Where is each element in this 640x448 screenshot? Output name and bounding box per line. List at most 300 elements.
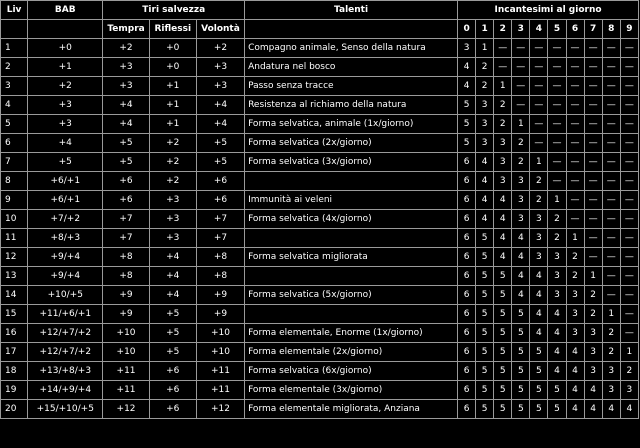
- ref-cell: +1: [149, 96, 196, 115]
- spell-slot-cell: 5: [530, 362, 548, 381]
- spell-slot-cell: —: [530, 134, 548, 153]
- spell-slot-cell: 4: [548, 305, 566, 324]
- fort-cell: +8: [103, 267, 149, 286]
- spell-slot-cell: 6: [458, 172, 476, 191]
- spell-slot-cell: 4: [494, 229, 512, 248]
- feat-cell: Forma selvatica (6x/giorno): [245, 362, 458, 381]
- level-cell: 3: [1, 77, 28, 96]
- fort-cell: +12: [103, 400, 149, 419]
- spell-slot-cell: 2: [512, 134, 530, 153]
- spell-slot-cell: 3: [620, 381, 638, 400]
- bab-cell: +3: [28, 96, 103, 115]
- spell-slot-cell: 2: [530, 191, 548, 210]
- spell-level-header: 3: [512, 20, 530, 39]
- spell-slot-cell: —: [620, 96, 638, 115]
- spell-slot-cell: —: [566, 58, 584, 77]
- spell-slot-cell: 1: [602, 305, 620, 324]
- fort-cell: +10: [103, 343, 149, 362]
- spell-slot-cell: —: [620, 58, 638, 77]
- bab-cell: +8/+3: [28, 229, 103, 248]
- feat-cell: Forma selvatica (3x/giorno): [245, 153, 458, 172]
- spell-slot-cell: 5: [494, 343, 512, 362]
- spell-slot-cell: —: [584, 153, 602, 172]
- table-row: [1, 39, 639, 58]
- spell-slot-cell: 3: [566, 305, 584, 324]
- spell-slot-cell: 4: [530, 305, 548, 324]
- spell-slot-cell: 4: [494, 248, 512, 267]
- spell-slot-cell: 4: [620, 400, 638, 419]
- spell-slot-cell: 4: [512, 248, 530, 267]
- bab-cell: +12/+7/+2: [28, 324, 103, 343]
- spell-level-header: 9: [620, 20, 638, 39]
- level-cell: 5: [1, 115, 28, 134]
- ref-cell: +6: [149, 400, 196, 419]
- spell-slot-cell: 2: [584, 286, 602, 305]
- table-row: [1, 305, 639, 324]
- spell-slot-cell: —: [584, 210, 602, 229]
- spell-slot-cell: —: [602, 96, 620, 115]
- spell-slot-cell: 4: [476, 191, 494, 210]
- feat-cell: Passo senza tracce: [245, 77, 458, 96]
- will-cell: +3: [196, 58, 244, 77]
- spell-slot-cell: —: [602, 77, 620, 96]
- bab-cell: +11/+6/+1: [28, 305, 103, 324]
- will-cell: +4: [196, 96, 244, 115]
- spell-slot-cell: —: [620, 305, 638, 324]
- spell-slot-cell: —: [566, 134, 584, 153]
- will-cell: +6: [196, 191, 244, 210]
- bab-header: BAB: [28, 1, 103, 20]
- spell-slot-cell: —: [494, 39, 512, 58]
- spell-slot-cell: 5: [494, 286, 512, 305]
- spell-slot-cell: 6: [458, 343, 476, 362]
- table-row: [1, 172, 639, 191]
- ref-header: Riflessi: [149, 20, 196, 39]
- spell-slot-cell: —: [602, 153, 620, 172]
- ref-cell: +2: [149, 172, 196, 191]
- spell-slot-cell: 6: [458, 400, 476, 419]
- ref-cell: +1: [149, 115, 196, 134]
- spell-slot-cell: 1: [530, 153, 548, 172]
- level-header: Liv: [1, 1, 28, 20]
- spell-slot-cell: —: [512, 96, 530, 115]
- level-cell: 15: [1, 305, 28, 324]
- level-cell: 11: [1, 229, 28, 248]
- spell-slot-cell: 5: [476, 362, 494, 381]
- spell-slot-cell: —: [584, 172, 602, 191]
- spell-slot-cell: 1: [620, 343, 638, 362]
- feat-cell: [245, 305, 458, 324]
- spell-slot-cell: —: [584, 134, 602, 153]
- spell-slot-cell: —: [530, 96, 548, 115]
- level-cell: 13: [1, 267, 28, 286]
- ref-cell: +3: [149, 210, 196, 229]
- spell-slot-cell: 3: [584, 362, 602, 381]
- spell-slot-cell: —: [548, 172, 566, 191]
- spell-slot-cell: 2: [602, 343, 620, 362]
- spell-slot-cell: 4: [566, 362, 584, 381]
- will-cell: +6: [196, 172, 244, 191]
- ref-cell: +2: [149, 153, 196, 172]
- spell-slot-cell: 3: [458, 39, 476, 58]
- spell-slot-cell: 5: [494, 267, 512, 286]
- feat-cell: Forma selvatica (5x/giorno): [245, 286, 458, 305]
- spell-level-header: 5: [548, 20, 566, 39]
- fort-cell: +4: [103, 96, 149, 115]
- spell-slot-cell: 4: [548, 343, 566, 362]
- spell-slot-cell: 6: [458, 267, 476, 286]
- will-cell: +5: [196, 153, 244, 172]
- will-cell: +10: [196, 343, 244, 362]
- level-cell: 7: [1, 153, 28, 172]
- spell-slot-cell: 4: [602, 400, 620, 419]
- spell-slot-cell: —: [566, 153, 584, 172]
- level-cell: 8: [1, 172, 28, 191]
- spell-slot-cell: 5: [476, 305, 494, 324]
- fort-cell: +3: [103, 77, 149, 96]
- feat-cell: [245, 172, 458, 191]
- spell-slot-cell: —: [602, 115, 620, 134]
- bab-cell: +13/+8/+3: [28, 362, 103, 381]
- spell-slot-cell: —: [584, 96, 602, 115]
- spell-slot-cell: —: [494, 58, 512, 77]
- bab-cell: +3: [28, 115, 103, 134]
- level-cell: 20: [1, 400, 28, 419]
- spell-slot-cell: 2: [548, 229, 566, 248]
- spell-slot-cell: —: [548, 77, 566, 96]
- spell-slot-cell: 1: [548, 191, 566, 210]
- spell-slot-cell: —: [620, 134, 638, 153]
- bab-cell: +14/+9/+4: [28, 381, 103, 400]
- spell-slot-cell: —: [620, 210, 638, 229]
- spell-level-header: 2: [494, 20, 512, 39]
- spell-slot-cell: —: [620, 267, 638, 286]
- spell-slot-cell: —: [548, 39, 566, 58]
- spell-slot-cell: 4: [458, 58, 476, 77]
- spell-slot-cell: 4: [512, 286, 530, 305]
- ref-cell: +1: [149, 77, 196, 96]
- spell-slot-cell: —: [602, 210, 620, 229]
- spell-slot-cell: 2: [494, 96, 512, 115]
- will-cell: +4: [196, 115, 244, 134]
- spell-slot-cell: —: [530, 39, 548, 58]
- ref-cell: +5: [149, 343, 196, 362]
- spell-slot-cell: 5: [494, 362, 512, 381]
- table-row: [1, 324, 639, 343]
- bab-cell: +2: [28, 77, 103, 96]
- spell-slot-cell: —: [602, 229, 620, 248]
- spell-slot-cell: 3: [494, 153, 512, 172]
- spell-slot-cell: —: [548, 96, 566, 115]
- spell-slot-cell: 4: [584, 400, 602, 419]
- spell-slot-cell: —: [566, 39, 584, 58]
- spell-slot-cell: 6: [458, 362, 476, 381]
- spell-slot-cell: 2: [530, 172, 548, 191]
- spell-slot-cell: 3: [548, 248, 566, 267]
- will-cell: +7: [196, 210, 244, 229]
- fort-cell: +9: [103, 305, 149, 324]
- will-cell: +9: [196, 305, 244, 324]
- feat-cell: Compagno animale, Senso della natura: [245, 39, 458, 58]
- spell-slot-cell: 5: [458, 134, 476, 153]
- spell-slot-cell: —: [566, 210, 584, 229]
- spell-slot-cell: —: [512, 58, 530, 77]
- feat-cell: Forma elementale, Enorme (1x/giorno): [245, 324, 458, 343]
- spell-slot-cell: 5: [476, 248, 494, 267]
- spell-slot-cell: 4: [512, 267, 530, 286]
- spell-slot-cell: 3: [602, 381, 620, 400]
- spell-slot-cell: —: [602, 39, 620, 58]
- spell-slot-cell: 2: [494, 115, 512, 134]
- spell-slot-cell: 4: [512, 229, 530, 248]
- will-cell: +12: [196, 400, 244, 419]
- bab-cell: +9/+4: [28, 267, 103, 286]
- spell-slot-cell: 1: [512, 115, 530, 134]
- spell-slot-cell: 5: [530, 381, 548, 400]
- level-subheader: [1, 20, 28, 39]
- spell-slot-cell: 3: [602, 362, 620, 381]
- spell-slot-cell: 2: [476, 58, 494, 77]
- spell-slot-cell: 5: [512, 305, 530, 324]
- header-row-1: [1, 1, 639, 20]
- level-cell: 9: [1, 191, 28, 210]
- ref-cell: +0: [149, 58, 196, 77]
- spell-slot-cell: —: [548, 134, 566, 153]
- fort-cell: +11: [103, 381, 149, 400]
- spell-slot-cell: 5: [476, 229, 494, 248]
- spell-slot-cell: 5: [512, 324, 530, 343]
- spell-slot-cell: 6: [458, 324, 476, 343]
- spell-slot-cell: 3: [530, 229, 548, 248]
- table-row: [1, 381, 639, 400]
- spell-slot-cell: —: [584, 39, 602, 58]
- header-row-2: [1, 20, 639, 39]
- bab-cell: +6/+1: [28, 191, 103, 210]
- fort-cell: +2: [103, 39, 149, 58]
- spell-slot-cell: 3: [584, 324, 602, 343]
- bab-cell: +15/+10/+5: [28, 400, 103, 419]
- table-row: [1, 248, 639, 267]
- spell-slot-cell: 4: [458, 77, 476, 96]
- spell-level-header: 1: [476, 20, 494, 39]
- fort-cell: +7: [103, 210, 149, 229]
- feats-header: Talenti: [245, 1, 458, 20]
- spell-level-header: 7: [584, 20, 602, 39]
- spell-slot-cell: —: [602, 134, 620, 153]
- spell-slot-cell: 3: [530, 210, 548, 229]
- spell-level-header: 8: [602, 20, 620, 39]
- spell-slot-cell: 5: [476, 343, 494, 362]
- spell-slot-cell: 5: [476, 286, 494, 305]
- spell-slot-cell: —: [602, 286, 620, 305]
- will-cell: +10: [196, 324, 244, 343]
- spell-slot-cell: 4: [494, 210, 512, 229]
- spell-slot-cell: 5: [494, 305, 512, 324]
- spell-slot-cell: 5: [512, 362, 530, 381]
- ref-cell: +6: [149, 381, 196, 400]
- spell-slot-cell: 3: [494, 134, 512, 153]
- spell-slot-cell: 3: [476, 96, 494, 115]
- ref-cell: +4: [149, 248, 196, 267]
- table-row: [1, 191, 639, 210]
- bab-cell: +10/+5: [28, 286, 103, 305]
- feat-cell: Forma selvatica migliorata: [245, 248, 458, 267]
- bab-cell: +7/+2: [28, 210, 103, 229]
- spell-slot-cell: 4: [530, 267, 548, 286]
- spell-slot-cell: —: [512, 77, 530, 96]
- table-row: [1, 343, 639, 362]
- spell-slot-cell: 5: [476, 400, 494, 419]
- fort-cell: +9: [103, 286, 149, 305]
- spell-slot-cell: —: [566, 115, 584, 134]
- will-cell: +8: [196, 248, 244, 267]
- level-cell: 18: [1, 362, 28, 381]
- spell-slot-cell: —: [602, 248, 620, 267]
- fort-cell: +10: [103, 324, 149, 343]
- level-cell: 10: [1, 210, 28, 229]
- spell-slot-cell: 2: [620, 362, 638, 381]
- table-row: [1, 267, 639, 286]
- level-cell: 19: [1, 381, 28, 400]
- spell-slot-cell: 3: [566, 286, 584, 305]
- fort-cell: +11: [103, 362, 149, 381]
- spell-slot-cell: —: [548, 58, 566, 77]
- spell-slot-cell: —: [620, 248, 638, 267]
- table-row: [1, 229, 639, 248]
- spell-slot-cell: 6: [458, 191, 476, 210]
- level-cell: 4: [1, 96, 28, 115]
- spell-slot-cell: —: [512, 39, 530, 58]
- level-cell: 17: [1, 343, 28, 362]
- will-cell: +8: [196, 267, 244, 286]
- saves-header: Tiri salvezza: [103, 1, 245, 20]
- spell-slot-cell: 4: [476, 210, 494, 229]
- fort-cell: +5: [103, 153, 149, 172]
- spell-slot-cell: 5: [512, 400, 530, 419]
- bab-cell: +5: [28, 153, 103, 172]
- fort-cell: +5: [103, 134, 149, 153]
- spell-slot-cell: 3: [476, 115, 494, 134]
- spell-slot-cell: 2: [584, 305, 602, 324]
- feat-cell: Resistenza al richiamo della natura: [245, 96, 458, 115]
- spell-slot-cell: 2: [566, 248, 584, 267]
- feat-cell: Forma selvatica (4x/giorno): [245, 210, 458, 229]
- spell-slot-cell: 2: [602, 324, 620, 343]
- fort-cell: +4: [103, 115, 149, 134]
- spell-slot-cell: 6: [458, 305, 476, 324]
- table-row: [1, 400, 639, 419]
- spell-slot-cell: —: [602, 191, 620, 210]
- spell-slot-cell: —: [548, 115, 566, 134]
- spell-slot-cell: 4: [566, 400, 584, 419]
- spell-slot-cell: —: [620, 77, 638, 96]
- ref-cell: +4: [149, 267, 196, 286]
- spell-slot-cell: —: [584, 229, 602, 248]
- spell-slot-cell: 5: [530, 343, 548, 362]
- spell-slot-cell: —: [530, 58, 548, 77]
- ref-cell: +0: [149, 39, 196, 58]
- spell-slot-cell: 4: [530, 324, 548, 343]
- will-cell: +7: [196, 229, 244, 248]
- spell-slot-cell: 5: [458, 115, 476, 134]
- spell-slot-cell: 5: [476, 267, 494, 286]
- fort-header: Tempra: [103, 20, 149, 39]
- spell-slot-cell: 6: [458, 381, 476, 400]
- spell-slot-cell: 2: [566, 267, 584, 286]
- spell-slot-cell: 6: [458, 286, 476, 305]
- spell-slot-cell: —: [530, 115, 548, 134]
- table-row: [1, 153, 639, 172]
- table-row: [1, 362, 639, 381]
- table-row: [1, 134, 639, 153]
- ref-cell: +3: [149, 191, 196, 210]
- spell-slot-cell: 5: [512, 343, 530, 362]
- level-cell: 1: [1, 39, 28, 58]
- spell-slot-cell: —: [620, 191, 638, 210]
- spell-slot-cell: 3: [566, 324, 584, 343]
- feat-cell: Forma elementale migliorata, Anziana: [245, 400, 458, 419]
- spell-slot-cell: 4: [548, 324, 566, 343]
- spell-slot-cell: —: [620, 153, 638, 172]
- fort-cell: +3: [103, 58, 149, 77]
- spell-slot-cell: 2: [512, 153, 530, 172]
- level-cell: 16: [1, 324, 28, 343]
- spell-slot-cell: 3: [476, 134, 494, 153]
- spell-slot-cell: 3: [584, 343, 602, 362]
- bab-cell: +0: [28, 39, 103, 58]
- spell-slot-cell: —: [602, 172, 620, 191]
- spell-slot-cell: —: [566, 77, 584, 96]
- will-header: Volontà: [196, 20, 244, 39]
- will-cell: +5: [196, 134, 244, 153]
- fort-cell: +8: [103, 248, 149, 267]
- ref-cell: +5: [149, 324, 196, 343]
- feat-cell: Forma elementale (2x/giorno): [245, 343, 458, 362]
- spell-slot-cell: 5: [530, 400, 548, 419]
- spell-slot-cell: 3: [548, 267, 566, 286]
- spell-slot-cell: 3: [494, 172, 512, 191]
- spell-slot-cell: 5: [476, 324, 494, 343]
- spell-slot-cell: 5: [548, 381, 566, 400]
- spell-slot-cell: —: [584, 191, 602, 210]
- spell-slot-cell: 3: [512, 210, 530, 229]
- spell-slot-cell: 4: [494, 191, 512, 210]
- spell-slot-cell: 4: [476, 172, 494, 191]
- table-row: [1, 210, 639, 229]
- will-cell: +11: [196, 362, 244, 381]
- table-row: [1, 115, 639, 134]
- spell-slot-cell: 5: [494, 381, 512, 400]
- table-row: [1, 77, 639, 96]
- bab-cell: +12/+7/+2: [28, 343, 103, 362]
- ref-cell: +4: [149, 286, 196, 305]
- fort-cell: +6: [103, 191, 149, 210]
- spell-slot-cell: 3: [512, 191, 530, 210]
- ref-cell: +2: [149, 134, 196, 153]
- spell-slot-cell: —: [584, 77, 602, 96]
- spell-slot-cell: 5: [512, 381, 530, 400]
- bab-subheader: [28, 20, 103, 39]
- ref-cell: +5: [149, 305, 196, 324]
- spell-slot-cell: —: [620, 324, 638, 343]
- feat-cell: [245, 229, 458, 248]
- spell-slot-cell: 6: [458, 210, 476, 229]
- ref-cell: +6: [149, 362, 196, 381]
- spell-slot-cell: —: [602, 267, 620, 286]
- will-cell: +2: [196, 39, 244, 58]
- spell-slot-cell: 6: [458, 248, 476, 267]
- spell-slot-cell: 5: [494, 400, 512, 419]
